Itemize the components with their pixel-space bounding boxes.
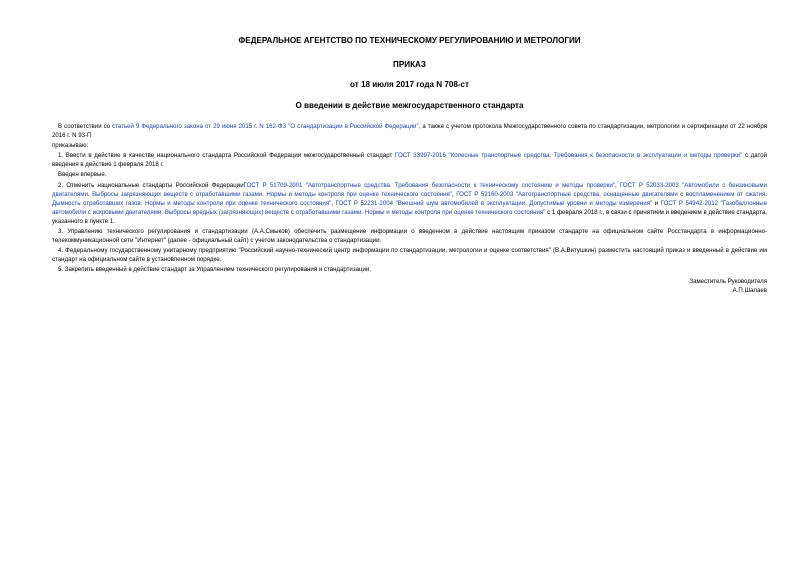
gost-52160-link[interactable]: ГОСТ Р 52160-2003 "Автотранспортные средства, оснащенные двигателями с воспламенением от сжатия. Дымность отработавших газов. Нормы и методы контроля при оценке технического состояния"	[52, 190, 767, 207]
document-subject: О введении в действие межгосударственного стандарта	[295, 101, 524, 110]
introduced-note: Введен впервые.	[58, 171, 107, 179]
item-2	[52, 181, 767, 226]
separator: ,	[331, 199, 336, 207]
item-5: 5. Закрепить введенный в действие стандарт за Управлением технического регулирования и стандартизации.	[58, 266, 372, 274]
gost-33997-link[interactable]: ГОСТ 33997-2016 "Колесные транспортные средства. Требования к безопасности в эксплуатации и методы проверки"	[394, 152, 743, 160]
item-2-text-end: с 1 февраля 2018 г., в связи с принятием и введением в действие стандарта, указанного в пункте 1.	[52, 208, 768, 225]
gost-52033-link[interactable]: ГОСТ Р 52033-2003 "Автомобили с бензиновыми двигателями. Выбросы загрязняющих веществ с отработавшими газами. Нормы и методы контроля при оценке технического состояния"	[52, 181, 767, 198]
gost-51709-link[interactable]: ГОСТ Р 51709-2001 "Автотранспортные средства. Требования безопасности к техническому состоянию и методы проверки"	[243, 181, 615, 189]
preamble-text: В соответствии со	[58, 123, 113, 130]
federal-law-link[interactable]: статьей 9 Федерального закона от 29 июня 2015 г. N 162-ФЗ "О стандартизации в Российской Федерации"	[112, 123, 419, 130]
item-4: 4. Федеральному государственному унитарному предприятию "Российский научно-технический центр информации по стандартизации, метрологии и оценке соответствия" (В.А.Витушкин) разместить настоящий приказ и введенный в действие им стандарт на официальном сайте в установленном порядке.	[52, 247, 767, 264]
separator: и	[652, 199, 661, 207]
item-3: 3. Управлению технического регулирования и стандартизации (А.А.Смыков) обеспечить размещение информации о введенном в действие настоящим приказом стандарте на официальном сайте Росстандарта в информационно-телекоммуникационной сети "Интернет" (далее - официальный сайт) с учетом законодательства о стандартизации.	[52, 228, 767, 245]
separator: ,	[614, 181, 620, 189]
item-1	[52, 151, 767, 169]
item-1-text-end: с датой введения в действие 1 февраля 2018 г.	[52, 152, 768, 169]
document-title: ПРИКАЗ	[393, 60, 426, 69]
preamble-text-end: , а также с учетом протокола Межгосударственного совета по стандартизации, метрологии и сертификации от 22 ноября 2016 г. N 93-П	[52, 123, 767, 140]
separator: ,	[452, 190, 457, 198]
preamble-paragraph	[52, 122, 767, 140]
gost-54942-link[interactable]: ГОСТ Р 54942-2012 "Газобаллонные автомобили с искровыми двигателями. Выбросы вредных (загрязняющих) веществ с отработавшими газами. Нормы и методы контроля при оценке технического состояния"	[52, 199, 768, 216]
agency-name: ФЕДЕРАЛЬНОЕ АГЕНТСТВО ПО ТЕХНИЧЕСКОМУ РЕГУЛИРОВАНИЮ И МЕТРОЛОГИИ	[238, 36, 581, 45]
document-date-number: от 18 июля 2017 года N 708-ст	[349, 80, 469, 89]
signatory-name: А.П.Шалаев	[732, 287, 767, 295]
item-1-text: 1. Ввести в действие в качестве национального стандарта Российской Федерации межгосударственный стандарт	[58, 152, 395, 160]
document-body	[52, 122, 767, 275]
document-page	[52, 36, 767, 296]
signatory-position: Заместитель Руководителя	[689, 277, 767, 285]
order-word: приказываю:	[52, 142, 89, 150]
signature-block	[52, 277, 767, 296]
gost-52231-link[interactable]: ГОСТ Р 52231-2004 "Внешний шум автомобилей в эксплуатации. Допустимые уровни и методы измерения"	[335, 199, 653, 207]
item-2-text: 2. Отменить национальные стандарты Российской Федерации	[58, 181, 244, 189]
